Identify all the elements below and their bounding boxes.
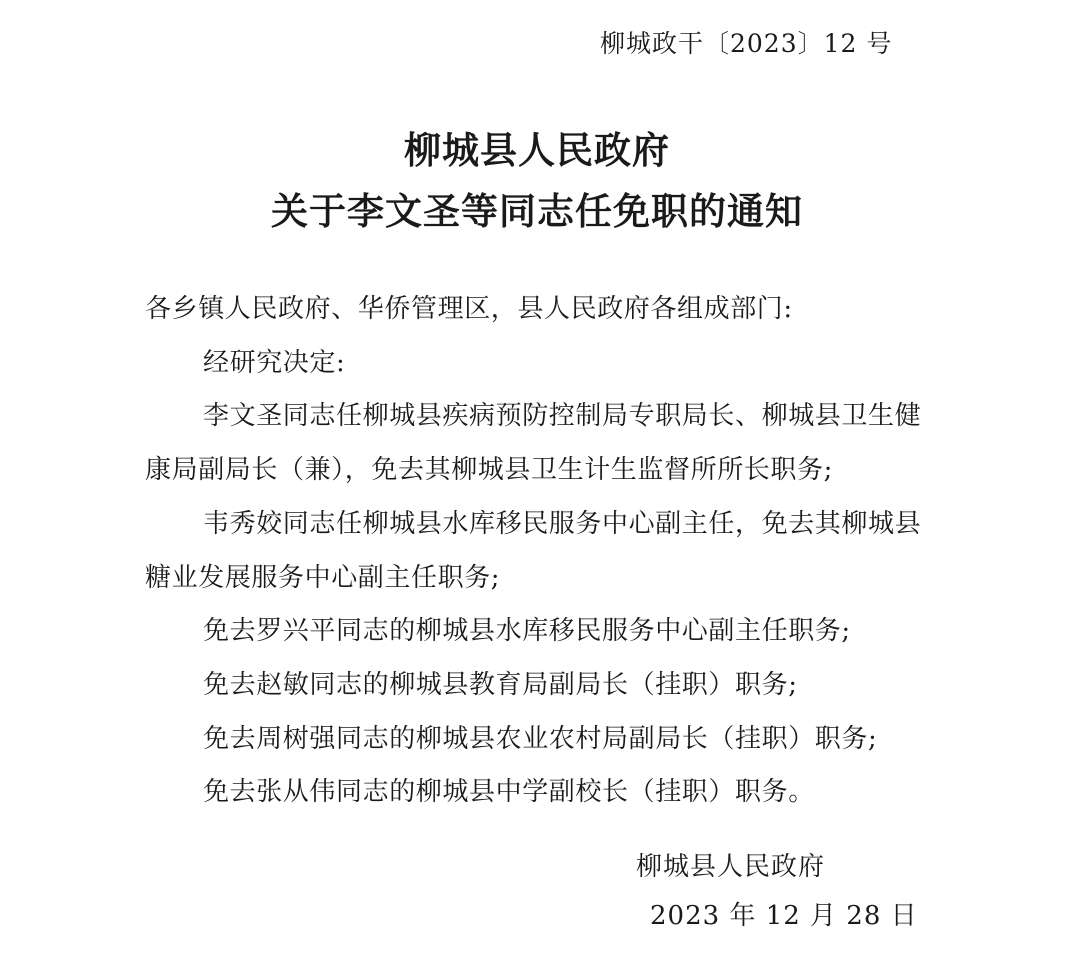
- body-paragraph: 韦秀姣同志任柳城县水库移民服务中心副主任，免去其柳城县糖业发展服务中心副主任职务;: [145, 508, 922, 593]
- document-body: [145, 283, 945, 820]
- document-title-issuer: 柳城县人民政府: [404, 128, 670, 172]
- body-paragraph: 免去张从伟同志的柳城县中学副校长（挂职）职务。: [203, 777, 815, 808]
- signature-date: 2023 年 12 月 28 日: [650, 901, 918, 931]
- body-paragraph: 免去周树强同志的柳城县农业农村局副局长（挂职）职务;: [203, 723, 878, 754]
- body-paragraph: 免去罗兴平同志的柳城县水库移民服务中心副主任职务;: [203, 616, 851, 647]
- body-paragraph: 李文圣同志任柳城县疾病预防控制局专职局长、柳城县卫生健康局副局长（兼），免去其柳城县卫生计生监督所所长职务;: [145, 401, 922, 486]
- document-title-subject: 关于李文圣等同志任免职的通知: [271, 189, 803, 233]
- document-number: 柳城政干〔2023〕12 号: [600, 29, 893, 58]
- addressee-line: 各乡镇人民政府、华侨管理区，县人民政府各组成部门:: [145, 294, 793, 324]
- signature-issuer: 柳城县人民政府: [636, 852, 826, 882]
- body-paragraph: 经研究决定:: [203, 347, 346, 378]
- body-paragraph: 免去赵敏同志的柳城县教育局副局长（挂职）职务;: [203, 669, 798, 700]
